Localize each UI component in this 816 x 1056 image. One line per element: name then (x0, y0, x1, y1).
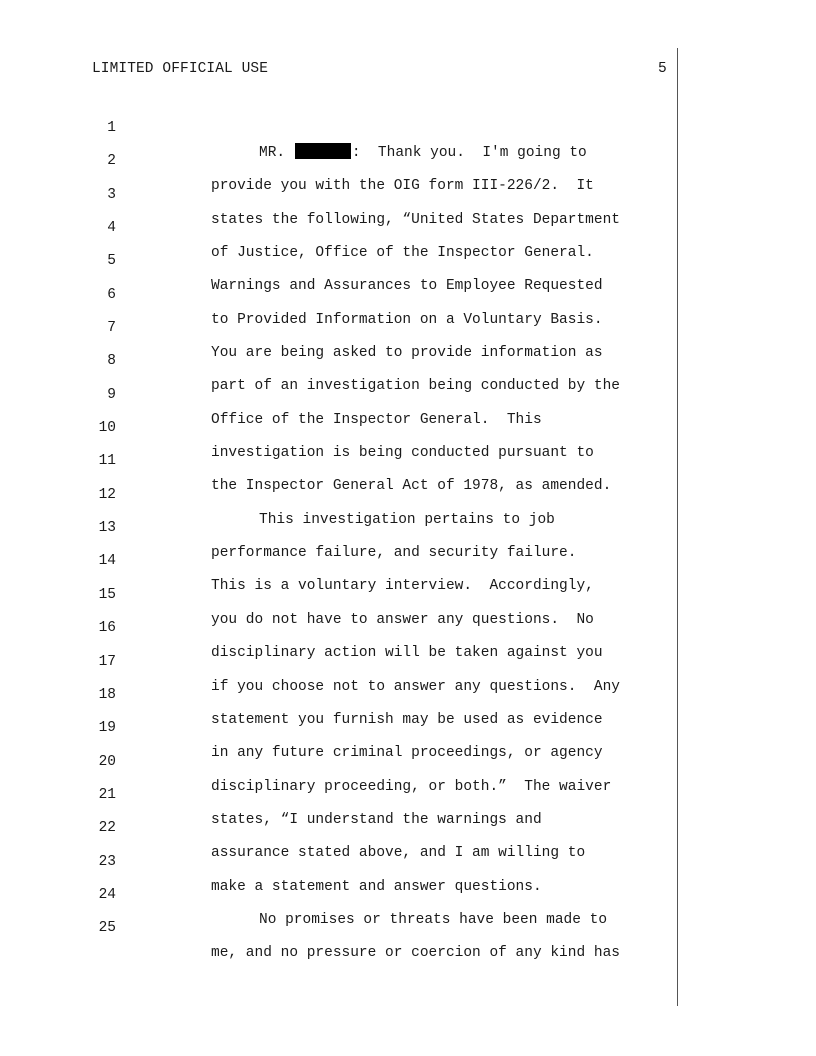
transcript-line-25 (0, 891, 680, 962)
line-text: provide you with the OIG form III-226/2. It (211, 178, 594, 195)
line-number: 5 (107, 253, 116, 270)
transcript-lines (0, 91, 680, 962)
line-number: 12 (98, 486, 116, 503)
line-text: of Justice, Office of the Inspector General. (211, 245, 594, 262)
line-text: if you choose not to answer any questions. Any (211, 678, 620, 695)
line-text: to Provided Information on a Voluntary Basis. (211, 311, 603, 328)
transcript-line-2 (0, 124, 680, 195)
line-number: 14 (98, 553, 116, 570)
line-number: 19 (98, 720, 116, 737)
line-number: 4 (107, 220, 116, 237)
line-number: 7 (107, 320, 116, 337)
line-number: 21 (98, 786, 116, 803)
line-number: 24 (98, 886, 116, 903)
transcript-line-24 (0, 858, 680, 928)
transcript-line-3 (0, 158, 680, 228)
line-text: me, and no pressure or coercion of any kind has (211, 945, 620, 962)
line-number: 17 (98, 653, 116, 670)
line-text: No promises or threats have been made to (259, 911, 608, 928)
line-text: states, “I understand the warnings and (211, 811, 542, 828)
line-number: 22 (98, 820, 116, 837)
classification-header: LIMITED OFFICIAL USE (92, 61, 269, 77)
line-number: 3 (107, 186, 116, 203)
line-number: 6 (107, 286, 116, 303)
line-text: investigation is being conducted pursuant to (211, 445, 594, 462)
line-text: make a statement and answer questions. (211, 878, 542, 895)
line-text: This is a voluntary interview. Accordingly, (211, 578, 594, 595)
transcript-line-5 (0, 224, 680, 295)
line-number: 9 (107, 386, 116, 403)
line-text: You are being asked to provide information as (211, 345, 603, 362)
transcript-line-12 (0, 458, 680, 528)
transcript-line-18 (0, 658, 680, 728)
line-text: states the following, “United States Department (211, 211, 620, 228)
line-text: in any future criminal proceedings, or agency (211, 745, 603, 762)
line-text: the Inspector General Act of 1978, as amended. (211, 478, 612, 495)
page-number: 5 (658, 61, 667, 77)
line-number: 25 (98, 920, 116, 937)
line-text: part of an investigation being conducted by the (211, 378, 620, 395)
line-number: 15 (98, 586, 116, 603)
line-number: 10 (98, 420, 116, 437)
line-text: disciplinary proceeding, or both.” The waiver (211, 778, 612, 795)
line-number: 8 (107, 353, 116, 370)
line-number: 23 (98, 853, 116, 870)
line-text: Office of the Inspector General. This (211, 411, 542, 428)
line-text: Warnings and Assurances to Employee Requested (211, 278, 603, 295)
line-text: performance failure, and security failure. (211, 545, 577, 562)
transcript-line-21 (0, 758, 680, 828)
line-number: 1 (107, 120, 116, 136)
transcript-line-7 (0, 291, 680, 362)
transcript-line-8 (0, 324, 680, 395)
line-number: 11 (98, 453, 116, 470)
transcript-line-1 (0, 91, 680, 161)
transcript-line-6 (0, 258, 680, 328)
line-text: This investigation pertains to job (259, 511, 555, 528)
transcript-line-15 (0, 558, 680, 628)
line-number: 16 (98, 620, 116, 637)
speaker-statement: : Thank you. I'm going to (351, 145, 587, 161)
transcript-line-4 (0, 191, 680, 262)
line-text: you do not have to answer any questions. No (211, 611, 594, 628)
transcript-line-9 (0, 358, 680, 428)
line-number: 18 (98, 686, 116, 703)
line-number: 20 (98, 753, 116, 770)
line-text: statement you furnish may be used as evidence (211, 711, 603, 728)
line-text: disciplinary action will be taken against you (211, 645, 603, 662)
line-number: 2 (107, 153, 116, 170)
line-number: 13 (98, 520, 116, 537)
line-text: assurance stated above, and I am willing to (211, 845, 586, 862)
speaker-prefix: MR. (259, 145, 294, 161)
